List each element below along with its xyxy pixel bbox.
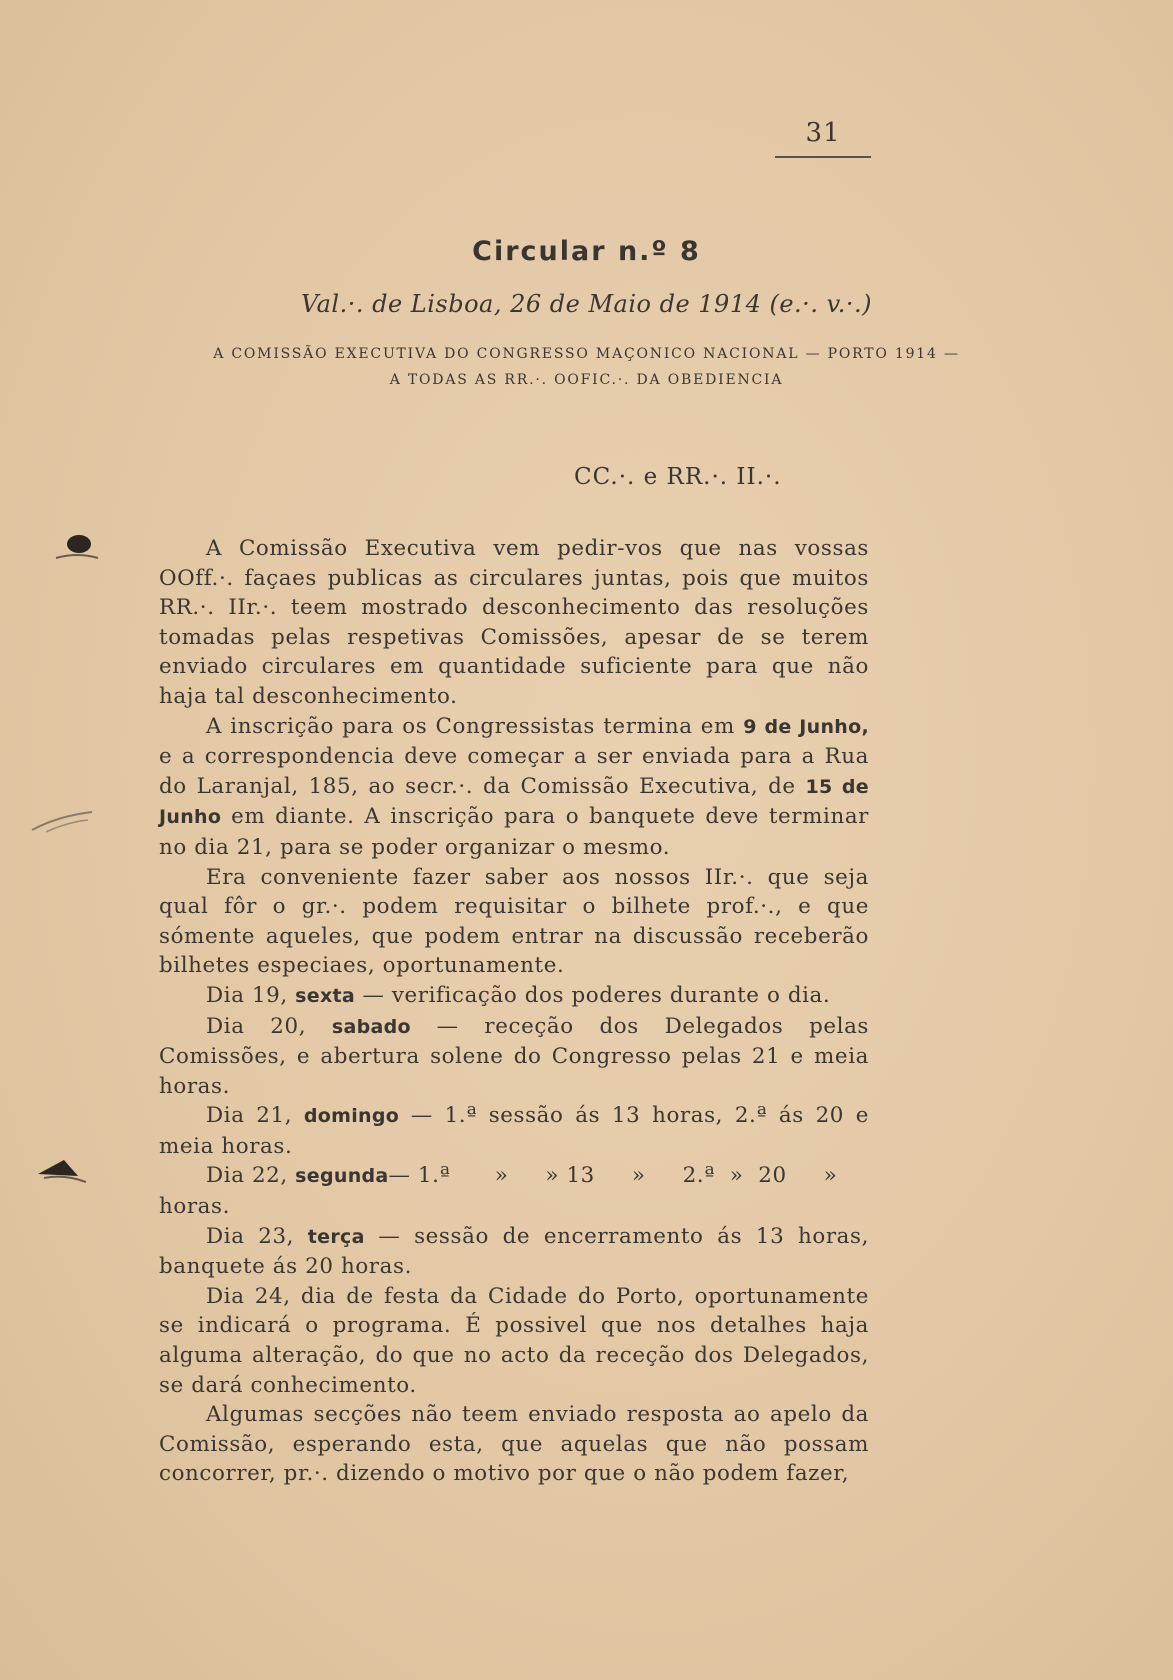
binding-hole-mark-3	[34, 1152, 90, 1192]
day-23-label: Dia 23,	[206, 1223, 295, 1249]
day-21-weekday: domingo	[303, 1105, 400, 1128]
schedule-day-20	[159, 1012, 869, 1102]
deadline-date-1: 9 de Junho,	[743, 715, 870, 738]
day-22-text: — 1.ª » » 13 » 2.ª » 20 »	[388, 1163, 838, 1189]
paragraph-2	[159, 712, 869, 863]
day-19-label: Dia 19,	[206, 982, 288, 1008]
letter-body	[159, 534, 869, 1489]
paragraph-2-part-c: e a correspondencia deve começar a ser enviada para a Rua do Laranjal, 185, ao secr.·. da Comissão Executiva, de	[159, 744, 869, 799]
paragraph-5: Algumas secções não teem enviado resposta ao apelo da Comissão, esperando esta, que aquelas que não possam concorrer, pr.·. dizendo o motivo por que o não podem fazer,	[159, 1402, 869, 1487]
paragraph-2-part-a: A inscrição para os Congressistas termina em	[206, 713, 735, 739]
deadline-date-2: 15 de Junho	[159, 775, 869, 829]
paragraph-1: A Comissão Executiva vem pedir-vos que nas vossas OOff.·. façaes publicas as circulares juntas, pois que muitos RR.·. IIr.·. teem mostrado desconhecimento das resoluções tomadas pelas respetivas Comissões, apesar de se terem enviado circulares em quantidade suficiente para que não haja tal desconhecimento.	[159, 536, 869, 709]
binding-hole-mark-2	[28, 804, 98, 840]
schedule-day-22	[159, 1161, 869, 1192]
day-22-label: Dia 22,	[206, 1163, 288, 1189]
day-22-weekday: segunda	[295, 1165, 389, 1188]
schedule-day-21	[159, 1101, 869, 1161]
day-20-weekday: sabado	[331, 1015, 411, 1038]
schedule-day-19	[159, 981, 869, 1012]
day-19-weekday: sexta	[295, 984, 356, 1007]
binding-hole-mark-1	[52, 528, 102, 564]
day-21-label: Dia 21,	[206, 1103, 293, 1129]
salutation: CC.·. e RR.·. II.·.	[574, 464, 782, 490]
schedule-day-22-cont: horas.	[159, 1194, 231, 1220]
day-20-label: Dia 20,	[206, 1013, 307, 1039]
header-line-1: A COMISSÃO EXECUTIVA DO CONGRESSO MAÇONICO NACIONAL — PORTO 1914 —	[213, 346, 960, 362]
day-19-text: — verificação dos poderes durante o dia.	[362, 982, 831, 1008]
day-23-text: — sessão de encerramento ás 13 horas, banquete ás 20 horas.	[159, 1223, 869, 1280]
paragraph-4: Dia 24, dia de festa da Cidade do Porto, oportunamente se indicará o programa. É possivel que nos detalhes haja alguma alteração, do que no acto da receção dos Delegados, se dará conhecimento.	[159, 1283, 869, 1398]
circular-title: Circular n.º 8	[472, 236, 701, 267]
schedule-day-23	[159, 1222, 869, 1282]
dateline: Val.·. de Lisboa, 26 de Maio de 1914 (e.·. v.·.)	[300, 290, 873, 318]
paragraph-2-part-e: em diante. A inscrição para o banquete deve terminar no dia 21, para se poder organizar o mesmo.	[159, 804, 869, 860]
header-line-2: A TODAS AS RR.·. OOFIC.·. DA OBEDIENCIA	[389, 372, 784, 388]
paragraph-3: Era conveniente fazer saber aos nossos IIr.·. que seja qual fôr o gr.·. podem requisitar o bilhete prof.·., e que sómente aqueles, que podem entrar na discussão receberão bilhetes especiaes, oportunamente.	[159, 864, 869, 979]
page-number: 31	[775, 118, 871, 158]
day-20-text: — receção dos Delegados pelas Comissões, e abertura solene do Congresso pelas 21 e meia horas.	[159, 1013, 869, 1099]
day-21-text: — 1.ª sessão ás 13 horas, 2.ª ás 20 e meia horas.	[159, 1103, 870, 1159]
day-23-weekday: terça	[307, 1225, 365, 1248]
